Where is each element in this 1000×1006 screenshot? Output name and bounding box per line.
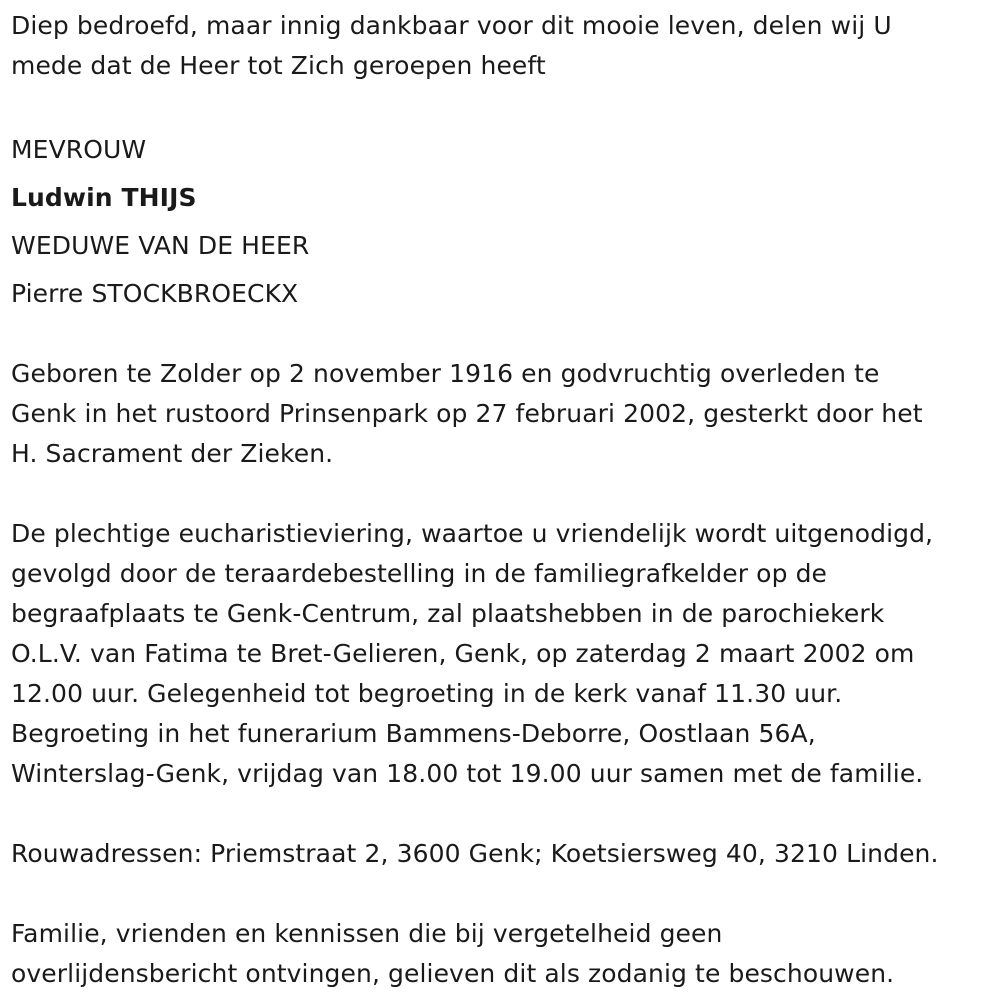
ceremony-line-4: O.L.V. van Fatima te Bret-Gelieren, Genk, op zaterdag 2 maart 2002 om [11, 639, 915, 668]
birth-death-paragraph [11, 354, 996, 474]
intro-line-1: Diep bedroefd, maar innig dankbaar voor dit mooie leven, delen wij U [11, 11, 892, 40]
intro-line-2: mede dat de Heer tot Zich geroepen heeft [11, 51, 546, 80]
closing-paragraph [11, 914, 996, 994]
addresses-line: Rouwadressen: Priemstraat 2, 3600 Genk; Koetsiersweg 40, 3210 Linden. [11, 839, 939, 868]
spacer [11, 474, 996, 514]
deceased-block [11, 126, 996, 318]
intro-paragraph [11, 6, 996, 86]
obituary-notice [11, 6, 996, 994]
ceremony-line-1: De plechtige eucharistieviering, waartoe u vriendelijk wordt uitgenodigd, [11, 519, 934, 548]
deceased-spouse: Pierre STOCKBROECKX [11, 279, 299, 308]
deceased-name: Ludwin THIJS [11, 183, 197, 212]
closing-line-2: overlijdensbericht ontvingen, gelieven dit als zodanig te beschouwen. [11, 959, 895, 988]
ceremony-line-3: begraafplaats te Genk-Centrum, zal plaatshebben in de parochiekerk [11, 599, 885, 628]
ceremony-line-5: 12.00 uur. Gelegenheid tot begroeting in de kerk vanaf 11.30 uur. [11, 679, 843, 708]
ceremony-line-2: gevolgd door de teraardebestelling in de familiegrafkelder op de [11, 559, 828, 588]
deceased-title: MEVROUW [11, 135, 147, 164]
spacer [11, 794, 996, 834]
ceremony-line-7: Winterslag-Genk, vrijdag van 18.00 tot 19.00 uur samen met de familie. [11, 759, 924, 788]
birth-death-line-3: H. Sacrament der Zieken. [11, 439, 334, 468]
ceremony-line-6: Begroeting in het funerarium Bammens-Deborre, Oostlaan 56A, [11, 719, 816, 748]
spacer [11, 86, 996, 126]
addresses-paragraph [11, 834, 996, 874]
birth-death-line-2: Genk in het rustoord Prinsenpark op 27 februari 2002, gesterkt door het [11, 399, 923, 428]
ceremony-paragraph [11, 514, 996, 794]
spacer [11, 318, 996, 354]
deceased-relation: WEDUWE VAN DE HEER [11, 231, 310, 260]
birth-death-line-1: Geboren te Zolder op 2 november 1916 en godvruchtig overleden te [11, 359, 880, 388]
spacer [11, 874, 996, 914]
closing-line-1: Familie, vrienden en kennissen die bij vergetelheid geen [11, 919, 723, 948]
